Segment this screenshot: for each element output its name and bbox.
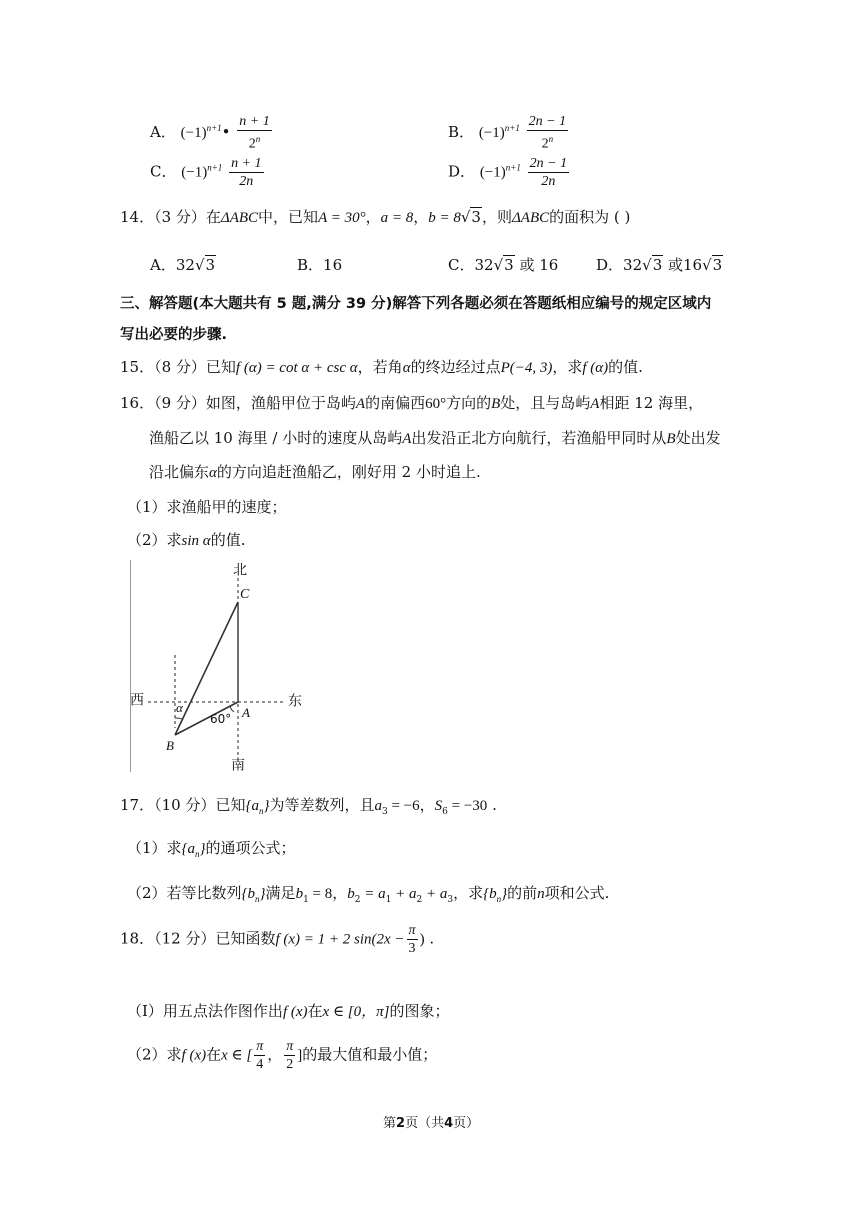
q14-option-c: C．32√3 或 16	[448, 256, 559, 274]
q17-sub-1	[127, 838, 296, 864]
text-segment: A．	[150, 256, 176, 274]
text-segment: n	[195, 849, 200, 859]
text-segment: 60°	[425, 396, 447, 412]
text-segment: }	[259, 886, 266, 902]
q16-line-1	[120, 393, 703, 414]
text-segment: a = 8	[380, 210, 414, 226]
text-segment: 处，且与岛屿	[500, 394, 591, 412]
text-segment: 3	[712, 256, 723, 274]
q18	[120, 922, 434, 957]
text-segment: 17．（10 分）已知	[120, 796, 246, 814]
text-segment: 的面积为 ( )	[549, 208, 631, 226]
text-segment: = 8	[308, 886, 333, 902]
text-segment: 沿北偏东	[149, 463, 210, 481]
text-segment: （Ⅰ）用五点法作图作出	[127, 1002, 283, 1020]
text-segment: A	[590, 396, 600, 412]
q18-sub-2	[127, 1038, 437, 1073]
q14-option-a: A．32√3	[150, 256, 216, 274]
text-segment: 15．（8 分）已知	[120, 358, 236, 376]
dot-operator: •	[221, 122, 231, 141]
q15	[120, 357, 643, 378]
text-segment: 页）	[453, 1116, 480, 1131]
text-segment: }	[199, 841, 206, 857]
text-segment: 页（共	[405, 1116, 445, 1131]
text-segment: 3	[381, 807, 388, 817]
text-segment: }	[263, 798, 270, 814]
text-segment: ，	[332, 884, 348, 902]
text-segment: 的图象；	[389, 1002, 450, 1020]
text-segment: α	[402, 360, 411, 376]
text-segment: 32	[175, 256, 195, 274]
numerator: n + 1	[231, 156, 262, 171]
alpha-label: α	[176, 700, 183, 715]
text-segment: 相距 12 海里，	[599, 394, 704, 412]
text-segment: B	[491, 396, 501, 412]
sign-term: (−1)	[478, 124, 505, 141]
text-segment: 的值.	[210, 531, 246, 549]
text-segment: ，	[267, 1045, 283, 1064]
text-segment: 或16	[668, 256, 703, 274]
denominator	[540, 131, 556, 153]
text-segment: 2	[396, 1116, 406, 1131]
option-label: D．	[448, 162, 476, 181]
text-segment: .	[487, 796, 497, 814]
text-segment: 18．（12 分）已知函数	[120, 929, 276, 948]
text-segment: + a	[422, 886, 448, 902]
q17-sub-2	[127, 883, 609, 910]
text-segment: 的前	[507, 884, 538, 902]
text-segment: {a	[245, 798, 259, 814]
text-segment: n	[258, 806, 264, 816]
text-segment: f (x)	[181, 1047, 207, 1064]
text-segment: 3	[408, 941, 416, 956]
text-segment: 2	[354, 895, 361, 905]
text-segment: f (α)	[582, 360, 609, 376]
text-segment: ，若角	[357, 358, 403, 376]
text-segment: （2）求	[127, 1045, 182, 1064]
text-segment: 方向的	[446, 394, 492, 412]
text-segment: 32	[474, 256, 494, 274]
text-segment: x ∈ [0，π]	[322, 1004, 390, 1020]
text-segment: S	[434, 798, 443, 814]
q13-option-a	[150, 113, 274, 153]
fraction	[254, 1038, 265, 1073]
q18-sub-1	[127, 1001, 450, 1022]
text-segment: f (x) = 1 + 2 sin(2x −	[275, 931, 405, 948]
text-segment: 的方向追赶渔船乙，刚好用 2 小时追上.	[216, 463, 481, 481]
text-segment: n	[496, 894, 502, 904]
text-segment: b	[295, 886, 304, 902]
text-segment: 3	[652, 256, 663, 274]
text-segment: .	[424, 929, 435, 948]
fraction	[528, 155, 569, 190]
text-segment: （1）求	[127, 839, 182, 857]
text-segment: 为等差数列，且	[269, 796, 375, 814]
page-footer	[383, 1112, 479, 1131]
q14-option-d: D．32√3 或16√3	[596, 256, 723, 274]
option-label: B．	[448, 122, 475, 141]
text-segment: （2）求	[127, 531, 182, 549]
text-segment: 在	[307, 1002, 323, 1020]
text-segment: 处出发	[675, 429, 721, 447]
text-segment: A	[355, 396, 366, 412]
text-segment: ，则	[481, 208, 512, 226]
section-heading-line-1: 三、解答题(本大题共有 5 题,满分 39 分)解答下列各题必须在答题纸相应编号的规定区域内	[120, 296, 712, 312]
q13-option-b	[448, 113, 570, 153]
text-segment: 4	[444, 1116, 454, 1131]
q13-option-c	[150, 155, 266, 190]
navigation-diagram	[130, 560, 310, 775]
text-segment: 3	[504, 256, 514, 274]
sign-term: (−1)	[180, 124, 207, 141]
text-segment: n	[548, 134, 554, 144]
text-segment: ]	[297, 1047, 303, 1064]
text-segment: 2	[416, 895, 423, 905]
west-label: 西	[130, 692, 144, 709]
text-segment: B．	[297, 256, 324, 274]
text-segment: 3	[205, 256, 216, 274]
text-segment: 32	[623, 256, 643, 274]
fraction	[407, 922, 418, 957]
north-label: 北	[233, 562, 247, 579]
sign-term: (−1)	[479, 164, 506, 181]
text-segment: 2	[541, 136, 549, 152]
text-segment: {b	[241, 886, 256, 902]
text-segment: 出发沿正北方向航行，若渔船甲同时从	[411, 429, 667, 447]
fraction	[527, 113, 568, 153]
q16-line-2	[149, 428, 721, 449]
text-segment: 的最大值和最小值；	[302, 1045, 438, 1064]
q16-sub-2	[127, 530, 245, 551]
text-segment: 3	[471, 208, 481, 226]
text-segment: }	[501, 886, 508, 902]
denominator	[247, 131, 263, 153]
q14-option-b	[297, 255, 342, 275]
text-segment: n	[255, 134, 261, 144]
q17	[120, 795, 497, 822]
numerator: n + 1	[239, 114, 270, 129]
east-label: 东	[288, 693, 302, 710]
text-segment: b = 8	[428, 210, 461, 226]
south-label: 南	[231, 757, 245, 774]
text-segment: ΔABC	[220, 210, 259, 226]
text-segment: 16	[323, 256, 343, 274]
text-segment: 14．（3 分）在	[120, 208, 221, 226]
point-C-label: C	[240, 587, 250, 602]
text-segment: D．	[596, 256, 624, 274]
text-segment: 1	[385, 895, 392, 905]
point-B-label: B	[166, 738, 174, 753]
option-label: C．	[150, 162, 177, 181]
text-segment: 2	[248, 136, 256, 152]
text-segment: A	[402, 431, 412, 447]
text-segment: 在	[206, 1045, 222, 1064]
exponent: n+1	[206, 122, 222, 133]
text-segment: )	[419, 931, 425, 948]
text-segment: 4	[256, 1057, 264, 1072]
text-segment: f (x)	[282, 1004, 308, 1020]
numerator: 2n − 1	[528, 114, 567, 129]
text-segment: 满足	[265, 884, 296, 902]
exponent: n+1	[504, 122, 520, 133]
text-segment: sin α	[181, 533, 211, 549]
text-segment: π	[408, 923, 416, 938]
text-segment: 渔船乙以 10 海里 / 小时的速度从岛屿	[149, 429, 403, 447]
text-segment: π	[256, 1039, 264, 1054]
sign-term: (−1)	[181, 164, 208, 181]
text-segment: ，	[419, 796, 435, 814]
text-segment: 的通项公式；	[205, 839, 296, 857]
text-segment: = −6	[387, 798, 420, 814]
text-segment: = a	[360, 886, 386, 902]
text-segment: 或 16	[519, 256, 559, 274]
text-segment: 16．（9 分）如图，渔船甲位于岛屿	[120, 394, 356, 412]
text-segment: A = 30°	[318, 210, 366, 226]
text-segment: 的值.	[608, 358, 643, 376]
denominator: 2n	[541, 174, 556, 189]
text-segment: ，	[365, 208, 381, 226]
q16-sub-1: （1）求渔船甲的速度；	[127, 498, 287, 516]
text-segment: + a	[391, 886, 417, 902]
numerator: 2n − 1	[529, 156, 568, 171]
text-segment: C．	[448, 256, 475, 274]
text-segment: n	[537, 886, 545, 902]
text-segment: ，求	[453, 884, 484, 902]
q16-line-3	[149, 462, 481, 483]
text-segment: 6	[442, 807, 448, 817]
text-segment: 项和公式.	[544, 884, 610, 902]
text-segment: = −30	[447, 798, 488, 814]
point-A-label: A	[242, 705, 250, 720]
text-segment: 第	[383, 1116, 397, 1131]
exponent: n+1	[505, 162, 521, 173]
text-segment: 中，已知	[258, 208, 319, 226]
denominator: 2n	[239, 174, 254, 189]
text-segment: ΔABC	[511, 210, 550, 226]
text-segment: （2）若等比数列	[127, 884, 242, 902]
text-segment: 2	[286, 1057, 294, 1072]
text-segment: 的南偏西	[365, 394, 426, 412]
text-segment: a	[374, 798, 382, 814]
text-segment: 1	[303, 895, 309, 905]
text-segment: α	[209, 465, 217, 481]
text-segment: π	[286, 1039, 294, 1054]
exponent: n+1	[207, 162, 223, 173]
text-segment: b	[347, 886, 355, 902]
text-segment: n	[255, 894, 260, 904]
text-segment: B	[666, 431, 676, 447]
fraction	[229, 155, 263, 190]
fraction	[284, 1038, 295, 1073]
fraction	[237, 113, 271, 153]
text-segment: {a	[181, 841, 196, 857]
text-segment: 3	[447, 895, 454, 905]
text-segment: ，求	[552, 358, 583, 376]
text-segment: 的终边经过点	[410, 358, 501, 376]
text-segment: x ∈ [	[221, 1047, 253, 1064]
section-heading-line-2: 写出必要的步骤.	[120, 327, 228, 343]
text-segment: P(−4, 3)	[500, 360, 553, 376]
q14-stem: 14．（3 分）在ΔABC中，已知A = 30°，a = 8，b = 8√3，则ΔABC的面积为 ( )	[120, 208, 631, 226]
angle-label: 60°	[210, 712, 232, 726]
option-label: A．	[150, 122, 176, 141]
text-segment: f (α) = cot α + csc α	[235, 360, 358, 376]
text-segment: {b	[483, 886, 497, 902]
q13-option-d	[448, 155, 571, 190]
text-segment: ，	[413, 208, 429, 226]
